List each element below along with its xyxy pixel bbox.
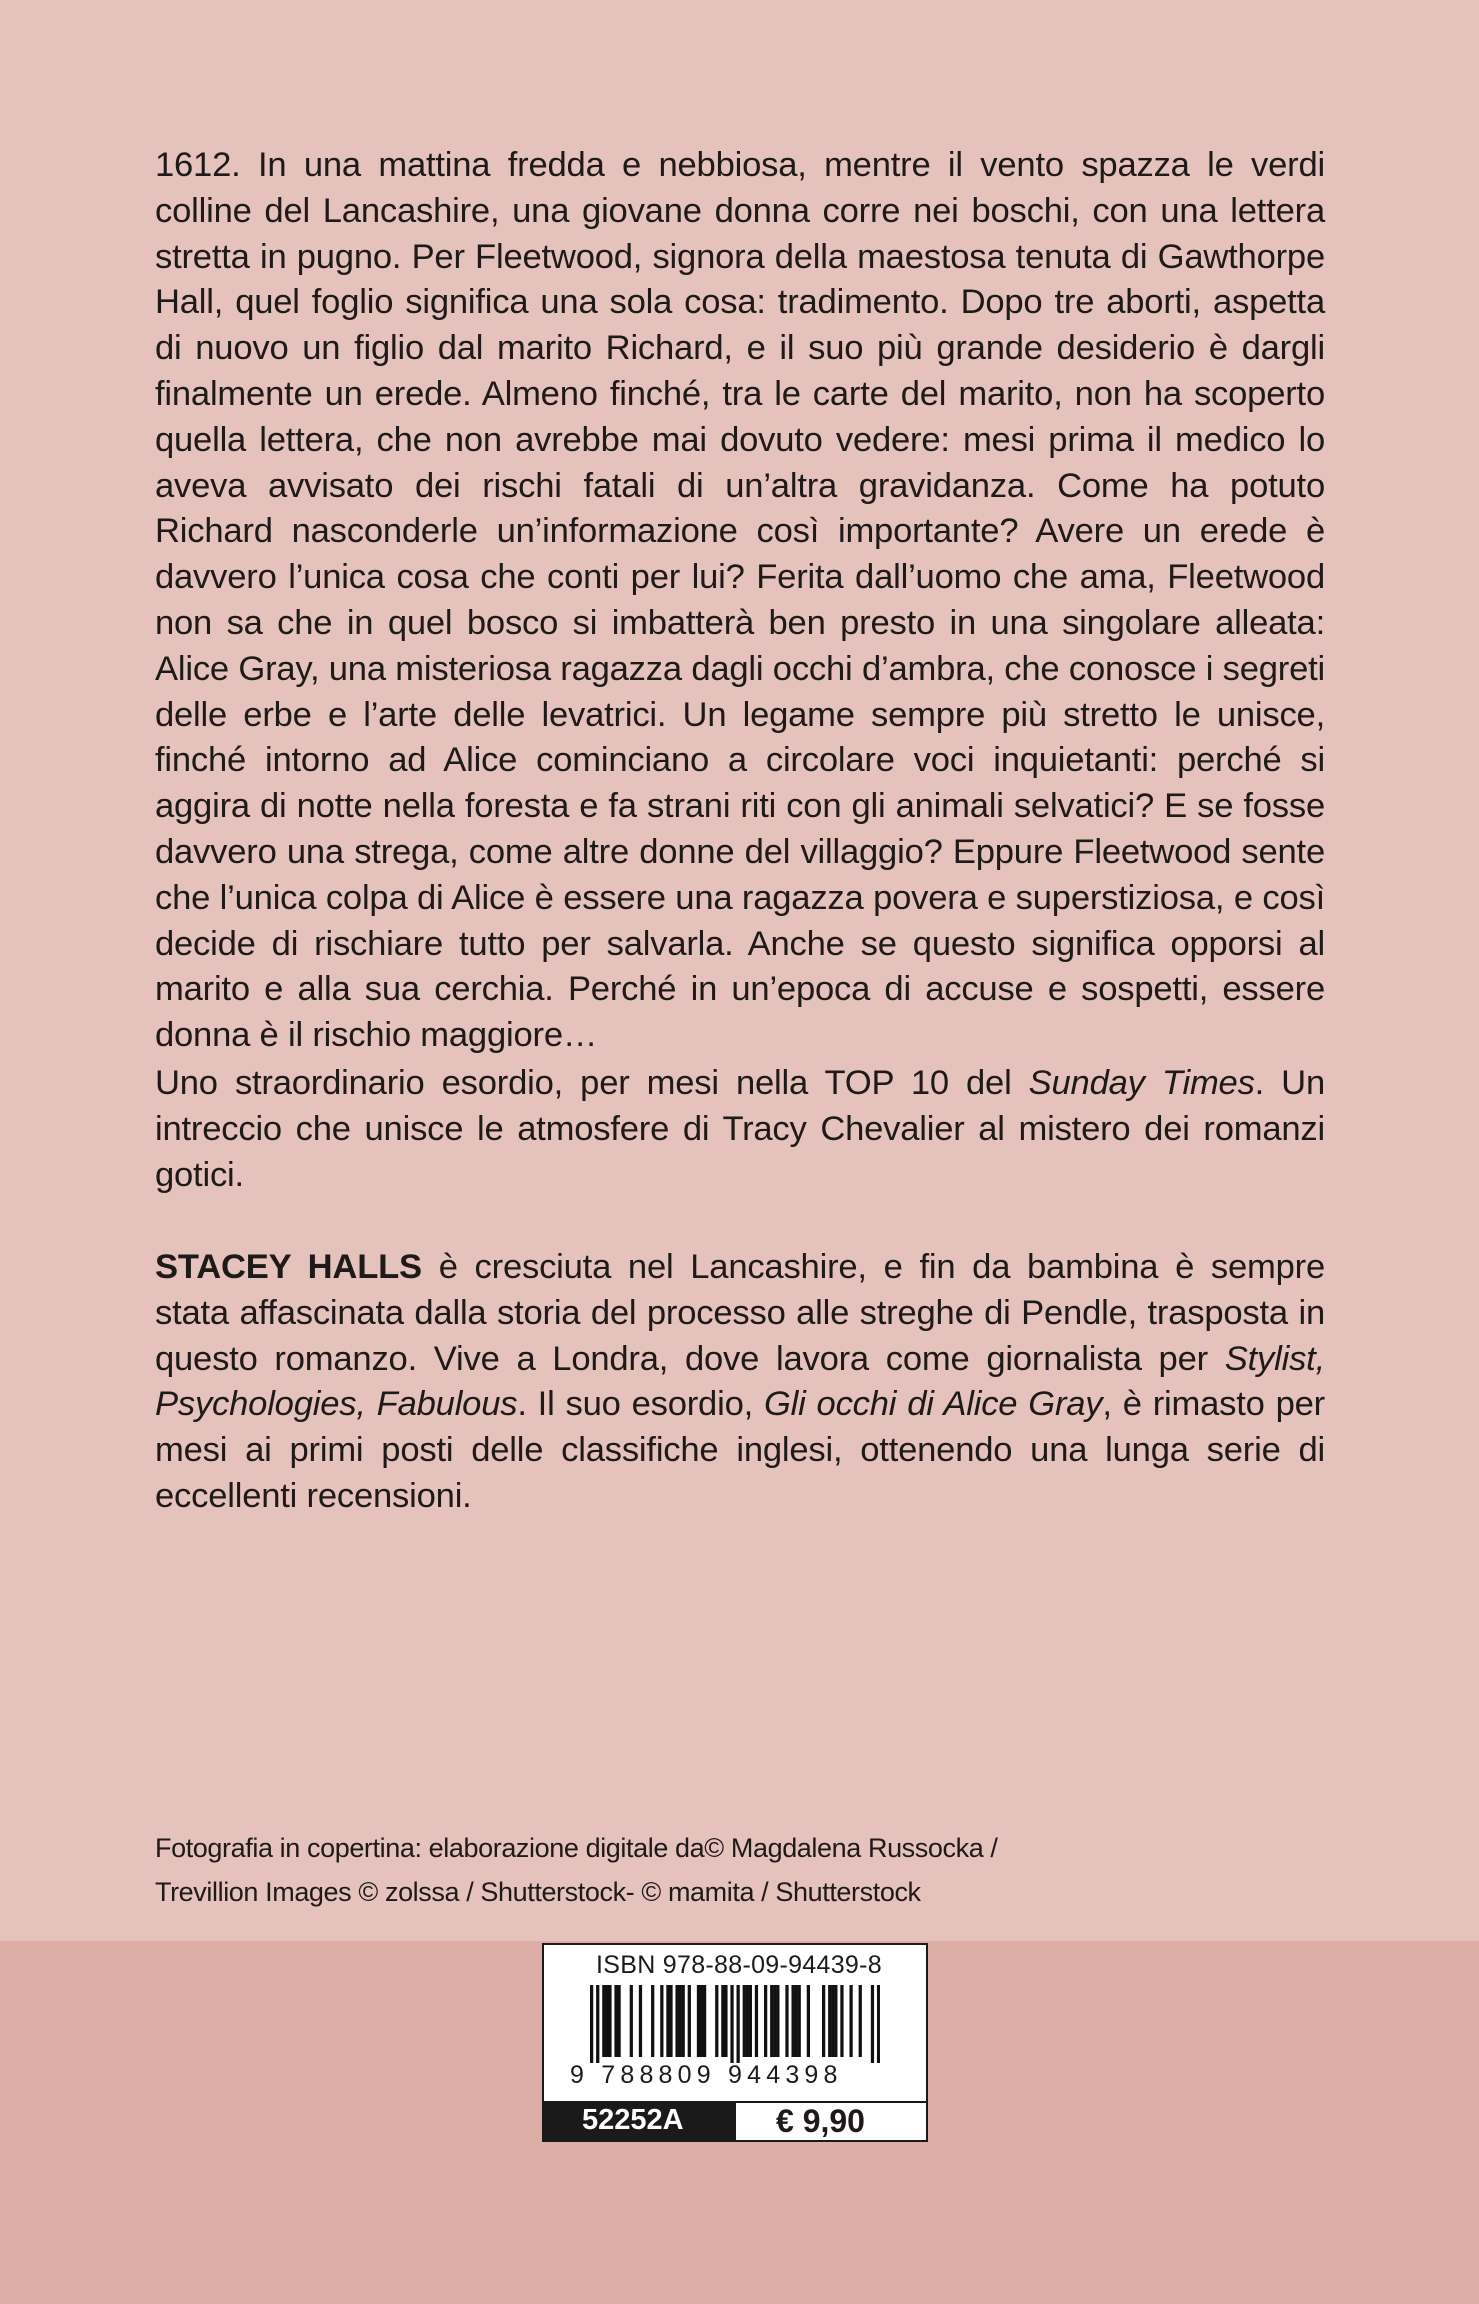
bio-text-2: . Il suo esordio, <box>517 1385 764 1424</box>
barcode-bar <box>877 1985 880 2063</box>
barcode-bar <box>755 1985 758 2057</box>
barcode-bar <box>630 1985 633 2057</box>
barcode-bar <box>703 1985 706 2057</box>
tagline-paragraph <box>155 1061 1325 1198</box>
barcode-bar <box>715 1985 718 2057</box>
barcode-bar <box>724 1985 727 2057</box>
barcode-bar <box>651 1985 654 2057</box>
synopsis-paragraph: 1612. In una mattina fredda e nebbiosa, mentre il vento spazza le verdi colline del Lancashire, una giovane donna corre nei boschi, con una lettera stretta in pugno. Per Fleetwood, signora della maestosa tenuta di Gawthorpe Hall, quel foglio significa una sola cosa: tradimento. Dopo tre aborti, aspetta di nuovo un figlio dal marito Richard, e il suo più grande desiderio è dargli finalmente un erede. Almeno finché, tra le carte del marito, non ha scoperto quella lettera, che non avrebbe mai dovuto vedere: mesi prima il medico lo aveva avvisato dei rischi fatali di un’altra gravidanza. Come ha potuto Richard nasconderle un’informazione così importante? Avere un erede è davvero l’unica cosa che conti per lui? Ferita dall’uomo che ama, Fleetwood non sa che in quel bosco si imbatterà ben presto in una singolare alleata: Alice Gray, una misteriosa ragazza dagli occhi d’ambra, che conosce i segreti delle erbe e l’arte delle levatrici. Un legame sempre più stretto le unisce, finché intorno ad Alice cominciano a circolare voci inquietanti: perché si aggira di notte nella foresta e fa strani riti con gli animali selvatici? E se fosse davvero una strega, come altre donne del villaggio? Eppure Fleetwood sente che l’unica colpa di Alice è essere una ragazza povera e superstiziosa, e così decide di rischiare tutto per salvarla. Anche se questo significa opporsi al marito e alla sua cerchia. Perché in un’epoca di accuse e sospetti, essere donna è il rischio maggiore… <box>155 146 1325 1055</box>
magazine-names: Stylist, Psychologies, Fabulous <box>155 1339 1325 1424</box>
barcode-bar <box>602 1985 605 2057</box>
tagline-text-end: . Un intreccio che unisce le atmosfere di Tracy Chevalier al mistero dei romanzi gotici. <box>155 1064 1325 1194</box>
barcode-bar <box>871 1985 874 2063</box>
newspaper-title: Sunday Times <box>1028 1064 1255 1102</box>
barcode-bar <box>776 1985 779 2057</box>
barcode-bar <box>770 1985 773 2057</box>
barcode-bar <box>721 1985 724 2057</box>
photo-credits-line-1: Fotografia in copertina: elaborazione digitale da© Magdalena Russocka / <box>155 1833 998 1863</box>
barcode-bar <box>660 1985 663 2057</box>
photo-credits <box>155 1826 1305 1914</box>
barcode-icon <box>590 1985 880 2063</box>
barcode-bar <box>682 1985 685 2057</box>
barcode-bar <box>700 1985 703 2057</box>
barcode-bar <box>697 1985 700 2057</box>
author-bio-paragraph <box>155 1245 1325 1520</box>
ean-digits: 9 788809 944398 <box>570 2061 843 2089</box>
barcode-bar <box>773 1985 776 2057</box>
barcode-bar <box>737 1985 740 2063</box>
debut-book-title: Gli occhi di Alice Gray <box>763 1385 1103 1424</box>
barcode-bar <box>688 1985 691 2057</box>
barcode-bar <box>785 1985 788 2057</box>
synopsis-block <box>155 143 1325 1059</box>
barcode-bar <box>791 1985 794 2057</box>
product-code: 52252A <box>544 2101 734 2140</box>
author-bio-block <box>155 1245 1325 1520</box>
barcode-bar <box>639 1985 642 2057</box>
barcode-bar <box>617 1985 620 2057</box>
barcode-bar <box>828 1985 831 2057</box>
barcode-label <box>542 1943 928 2142</box>
barcode-bar <box>746 1985 749 2057</box>
barcode-bar <box>859 1985 862 2057</box>
barcode-bar <box>614 1985 617 2057</box>
barcode-bar <box>666 1985 669 2057</box>
barcode-bar <box>822 1985 825 2057</box>
barcode-bar <box>669 1985 672 2057</box>
barcode-bar <box>675 1985 678 2057</box>
barcode-bar <box>849 1985 852 2057</box>
barcode-bar <box>798 1985 801 2057</box>
photo-credits-line-2: Trevillion Images © zolssa / Shutterstock- © mamita / Shutterstock <box>155 1877 921 1907</box>
bio-text-3: , è rimasto per mesi ai primi posti delle classifiche inglesi, ottenendo una lunga serie di eccellenti recensioni. <box>155 1385 1325 1515</box>
barcode-bar <box>764 1985 767 2057</box>
barcode-bar <box>605 1985 608 2057</box>
tagline-block <box>155 1061 1325 1198</box>
barcode-bar <box>679 1985 682 2057</box>
barcode-bar <box>834 1985 837 2057</box>
barcode-bar <box>840 1985 843 2057</box>
barcode-bar <box>743 1985 746 2057</box>
barcode-bar <box>608 1985 611 2057</box>
barcode-bar <box>795 1985 798 2057</box>
barcode-bar <box>590 1985 593 2063</box>
barcode-bar <box>831 1985 834 2057</box>
tagline-text-start: Uno straordinario esordio, per mesi nella TOP 10 del <box>155 1064 1029 1102</box>
bio-text-1: è cresciuta nel Lancashire, e fin da bambina è sempre stata affascinata dalla storia del processo alle streghe di Pendle, trasposta in questo romanzo. Vive a Londra, dove lavora come giornalista per <box>155 1248 1325 1378</box>
barcode-bar <box>596 1985 599 2063</box>
barcode-bar <box>730 1985 733 2063</box>
author-name: STACEY HALLS <box>155 1248 422 1286</box>
barcode-bar <box>807 1985 810 2057</box>
price: € 9,90 <box>734 2101 926 2140</box>
barcode-bar <box>749 1985 752 2057</box>
isbn-text: ISBN 978-88-09-94439-8 <box>596 1951 882 1979</box>
